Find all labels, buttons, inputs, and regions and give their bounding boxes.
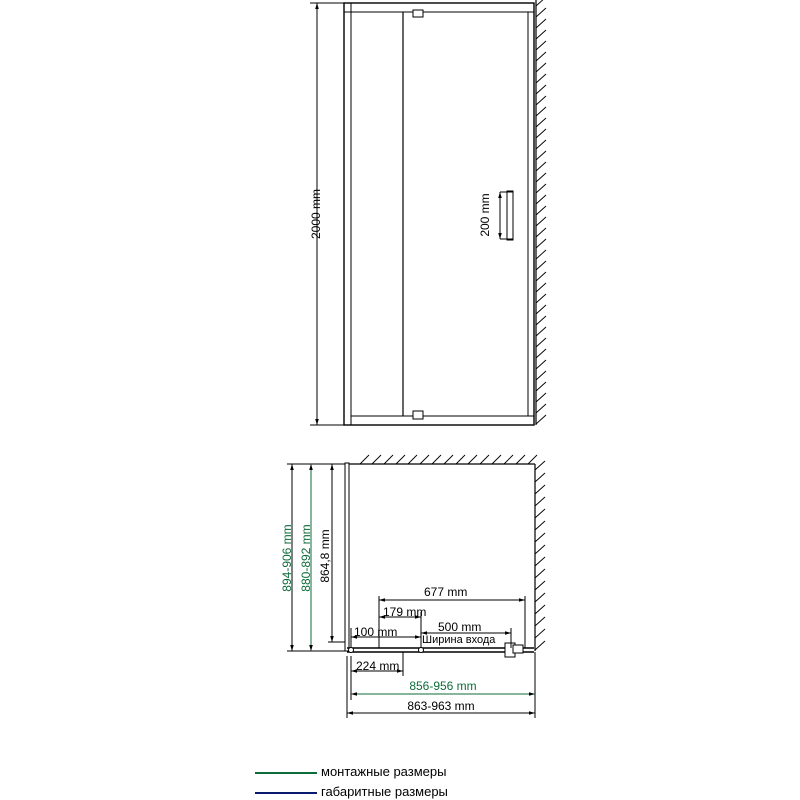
hatch-mark xyxy=(536,41,546,50)
hatch-mark xyxy=(536,85,546,94)
hatch-mark xyxy=(456,455,465,464)
hatch-mark xyxy=(535,593,545,602)
dim-224: 224 mm xyxy=(356,659,400,673)
hatch-mark xyxy=(536,8,546,17)
hatch-mark xyxy=(536,305,546,314)
dim-864-8: 864,8 mm xyxy=(318,529,332,583)
hatch-mark xyxy=(536,283,546,292)
hatch-mark xyxy=(408,455,417,464)
hatch-mark xyxy=(535,509,545,518)
hatch-mark xyxy=(536,96,546,105)
hatch-mark xyxy=(535,569,545,578)
hatch-mark xyxy=(535,605,545,614)
hatch-mark xyxy=(536,140,546,149)
hatch-mark xyxy=(536,19,546,28)
hatch-mark xyxy=(536,184,546,193)
hatch-mark xyxy=(535,533,545,542)
hatch-mark xyxy=(536,261,546,270)
front-frame xyxy=(344,3,534,425)
hatch-mark xyxy=(396,455,405,464)
hatch-mark xyxy=(372,455,381,464)
hatch-mark xyxy=(536,151,546,160)
hatch-mark xyxy=(535,641,545,650)
hatch-mark xyxy=(536,349,546,358)
hatch-mark xyxy=(504,455,513,464)
hatch-mark xyxy=(536,206,546,215)
hatch-mark xyxy=(528,455,537,464)
hatch-mark xyxy=(536,360,546,369)
hatch-mark xyxy=(536,195,546,204)
hatch-mark xyxy=(535,461,545,470)
hatch-mark xyxy=(536,239,546,248)
hatch-mark xyxy=(536,393,546,402)
handle-label: 200 mm xyxy=(478,193,492,237)
hatch-mark xyxy=(536,173,546,182)
wall-hatch-top xyxy=(360,455,537,464)
wall-hatch-right xyxy=(535,461,545,650)
hatch-mark xyxy=(535,497,545,506)
hatch-mark xyxy=(535,473,545,482)
hatch-mark xyxy=(432,455,441,464)
hatch-mark xyxy=(468,455,477,464)
dim-100: 100 mm xyxy=(354,625,398,639)
hatch-mark xyxy=(536,250,546,259)
hatch-mark xyxy=(536,371,546,380)
hatch-mark xyxy=(384,455,393,464)
hatch-mark xyxy=(536,52,546,61)
overall-swatch xyxy=(255,792,317,794)
hatch-mark xyxy=(536,217,546,226)
hatch-mark xyxy=(535,617,545,626)
hatch-mark xyxy=(535,581,545,590)
hatch-mark xyxy=(536,30,546,39)
top-hinge xyxy=(413,10,423,17)
hatch-mark xyxy=(535,557,545,566)
dim-500: 500 mm xyxy=(438,620,482,634)
hatch-mark xyxy=(535,629,545,638)
dim-179: 179 mm xyxy=(383,605,427,619)
mounting-swatch xyxy=(255,772,317,774)
legend-mounting-label: монтажные размеры xyxy=(321,764,447,779)
legend-mounting xyxy=(255,764,446,779)
wall-hatch-front xyxy=(536,0,546,424)
hatch-mark xyxy=(536,0,546,6)
legend-overall-label: габаритные размеры xyxy=(321,784,448,799)
height-label: 2000 mm xyxy=(309,188,323,240)
hatch-mark xyxy=(536,316,546,325)
hatch-mark xyxy=(536,404,546,413)
left-profile xyxy=(345,463,349,651)
bottom-hinge xyxy=(413,411,423,419)
entry-width: Ширина входа xyxy=(422,634,496,646)
hatch-mark xyxy=(536,74,546,83)
hatch-mark xyxy=(536,63,546,72)
hatch-mark xyxy=(516,455,525,464)
hatch-mark xyxy=(492,455,501,464)
hatch-mark xyxy=(444,455,453,464)
door-handle xyxy=(507,191,513,240)
dim-856-956: 856-956 mm xyxy=(409,679,477,693)
hatch-mark xyxy=(536,294,546,303)
hatch-mark xyxy=(536,118,546,127)
dim-880-892: 880-892 mm xyxy=(299,524,313,592)
hatch-mark xyxy=(536,382,546,391)
hatch-mark xyxy=(536,162,546,171)
hatch-mark xyxy=(360,455,369,464)
hatch-mark xyxy=(480,455,489,464)
hatch-mark xyxy=(536,129,546,138)
hatch-mark xyxy=(536,107,546,116)
front-view xyxy=(310,0,546,425)
hatch-mark xyxy=(420,455,429,464)
hatch-mark xyxy=(535,521,545,530)
dim-894-906: 894-906 mm xyxy=(280,524,294,592)
hatch-mark xyxy=(535,485,545,494)
dim-677: 677 mm xyxy=(424,585,468,599)
hatch-mark xyxy=(535,545,545,554)
legend-overall xyxy=(255,784,448,799)
hatch-mark xyxy=(536,228,546,237)
dim-863-963: 863-963 mm xyxy=(407,699,475,713)
hatch-mark xyxy=(536,415,546,424)
hatch-mark xyxy=(536,327,546,336)
hatch-mark xyxy=(536,272,546,281)
hatch-mark xyxy=(536,338,546,347)
